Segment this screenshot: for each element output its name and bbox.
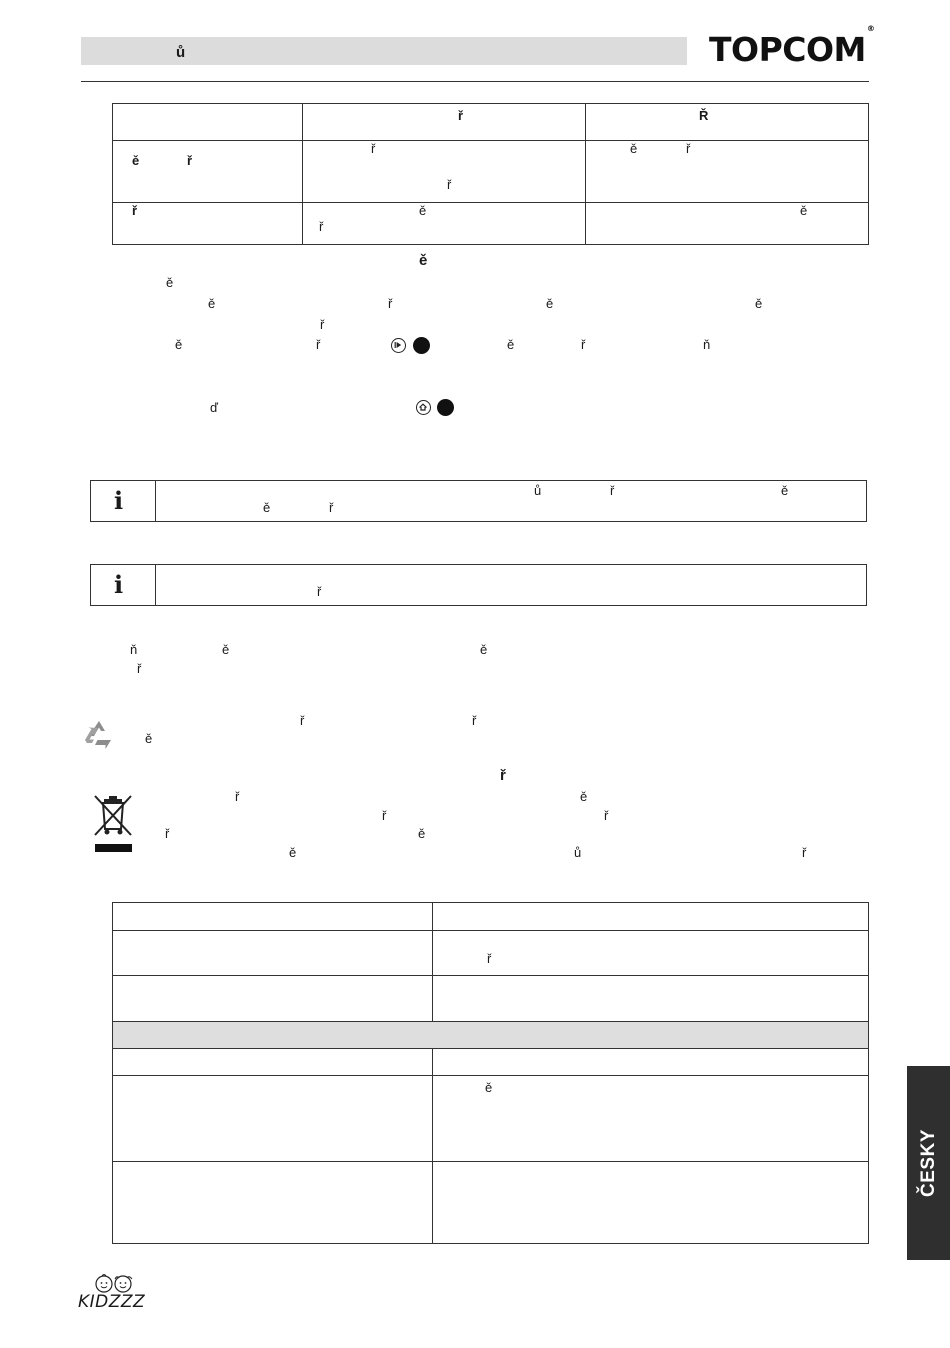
text-fragment: ř	[317, 584, 322, 599]
text-fragment: ď	[210, 400, 218, 415]
text-fragment: ň	[703, 337, 711, 352]
table-row	[113, 931, 869, 976]
text-fragment: ě	[289, 845, 297, 860]
text-fragment: ř	[300, 713, 305, 728]
table-cell	[433, 1049, 869, 1076]
table-row	[113, 1076, 869, 1162]
info-icon-cell	[91, 481, 156, 521]
table-cell: ř ř	[303, 141, 586, 203]
table-cell	[433, 1162, 869, 1244]
music-button-icon	[416, 400, 431, 415]
play-button-icon	[391, 338, 406, 353]
text-fragment: ř	[581, 337, 586, 352]
header-rule	[81, 81, 869, 82]
text-fragment: ř	[165, 826, 170, 841]
brand-logo	[709, 24, 875, 69]
table-cell	[433, 903, 869, 931]
table-cell: ě ř	[113, 141, 303, 203]
registered-mark: ®	[866, 24, 875, 33]
header-bar	[81, 37, 687, 65]
text-fragment: ř	[329, 500, 334, 515]
text-fragment: ě	[580, 789, 588, 804]
table-section-row	[113, 1022, 869, 1049]
text-fragment: ř	[382, 808, 387, 823]
table-cell	[113, 1162, 433, 1244]
kidzzz-logo: KIDZZZ	[78, 1292, 146, 1312]
text-fragment: ř	[388, 296, 393, 311]
table-cell: ě ř	[303, 203, 586, 245]
weee-bin-icon	[93, 793, 133, 855]
text-fragment: ě	[263, 500, 271, 515]
section-heading: ř	[500, 767, 506, 784]
text-fragment: ř	[320, 317, 325, 332]
table-header-cell: Ř	[586, 104, 869, 141]
text-fragment: ř	[235, 789, 240, 804]
kids-faces-icon	[92, 1272, 138, 1294]
text-fragment: ř	[137, 661, 142, 676]
table-row	[113, 141, 869, 203]
table-row	[113, 1162, 869, 1244]
info-note	[90, 480, 867, 522]
table-cell	[113, 931, 433, 976]
table-row	[113, 1022, 869, 1049]
table-cell: ř	[113, 203, 303, 245]
language-label: ČESKY	[917, 1129, 939, 1197]
table-cell	[113, 976, 433, 1022]
text-fragment: ř	[472, 713, 477, 728]
table-header-cell	[113, 104, 303, 141]
text-fragment: ř	[802, 845, 807, 860]
text-fragment: ě	[166, 275, 174, 290]
brand-name: TOPCOM	[709, 30, 866, 69]
recycle-icon	[82, 718, 116, 750]
table-row	[113, 976, 869, 1022]
key-dot-icon	[437, 399, 454, 416]
info-icon: i	[114, 570, 124, 599]
table-cell	[433, 976, 869, 1022]
page-title: ů	[176, 44, 186, 61]
text-fragment: ě	[781, 483, 789, 498]
text-fragment: ě	[418, 826, 426, 841]
info-icon-cell	[91, 565, 156, 605]
table-cell	[113, 903, 433, 931]
language-tab	[907, 1066, 950, 1260]
spec-table	[112, 902, 869, 1244]
text-fragment: ě	[222, 642, 230, 657]
key-dot-icon	[413, 337, 430, 354]
text-fragment: ě	[208, 296, 216, 311]
table-cell: ě ř	[586, 141, 869, 203]
table-row	[113, 1049, 869, 1076]
info-note	[90, 564, 867, 606]
text-fragment: ě	[507, 337, 515, 352]
mode-table	[112, 103, 869, 245]
table-header-cell: ř	[303, 104, 586, 141]
table-cell: ě	[586, 203, 869, 245]
text-fragment: ě	[145, 731, 153, 746]
text-fragment: ř	[610, 483, 615, 498]
table-cell	[113, 1076, 433, 1162]
info-icon: i	[114, 486, 124, 515]
text-fragment: ř	[604, 808, 609, 823]
table-row	[113, 903, 869, 931]
text-fragment: ů	[574, 845, 582, 860]
table-row	[113, 203, 869, 245]
text-fragment: ř	[316, 337, 321, 352]
text-fragment: ň	[130, 642, 138, 657]
text-fragment: ů	[534, 483, 542, 498]
text-fragment: ě	[546, 296, 554, 311]
text-fragment: ě	[175, 337, 183, 352]
text-fragment: ě	[755, 296, 763, 311]
table-cell: ě	[433, 1076, 869, 1162]
table-cell: ř	[433, 931, 869, 976]
section-heading: ě	[419, 252, 428, 269]
table-cell	[113, 1049, 433, 1076]
text-fragment: ě	[480, 642, 488, 657]
